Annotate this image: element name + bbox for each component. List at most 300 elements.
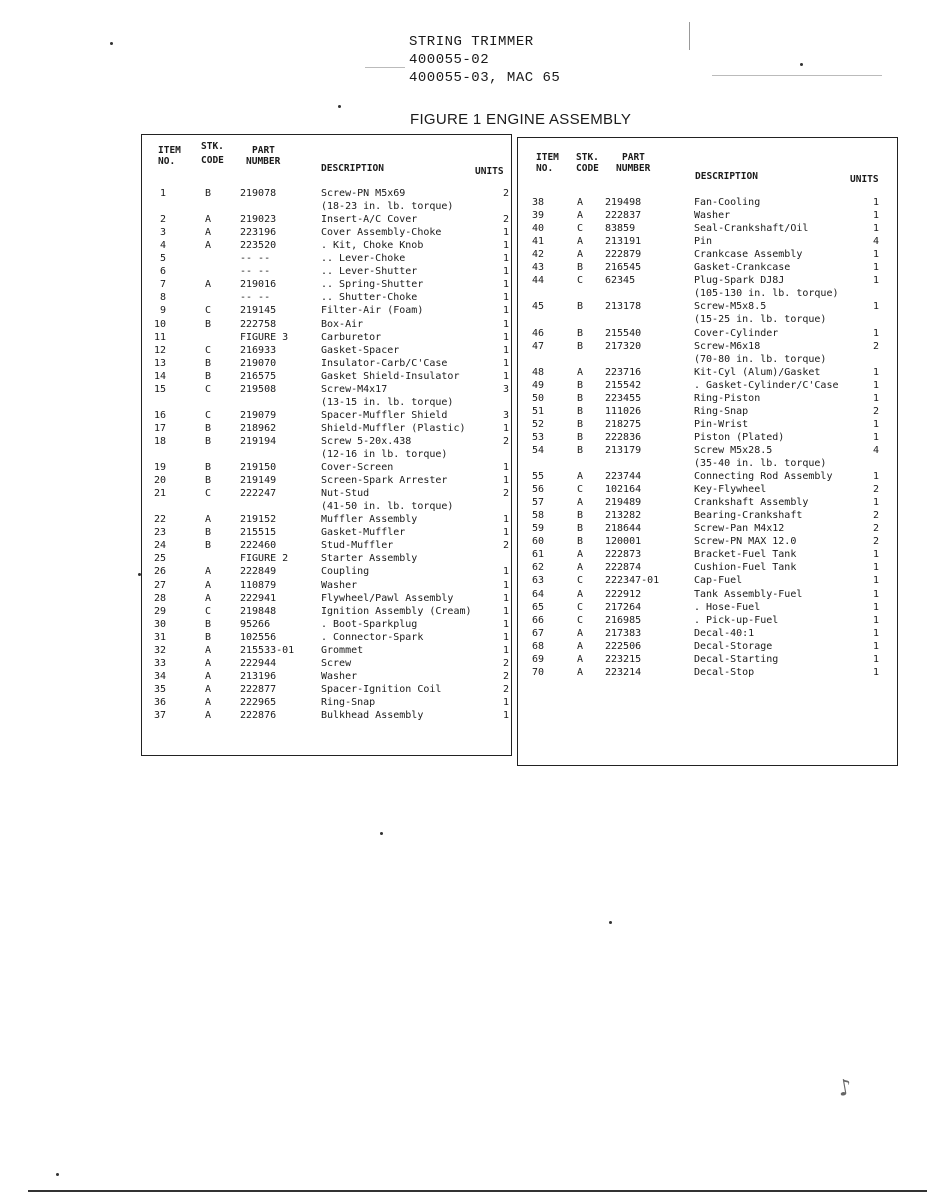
part-number: 213282: [605, 510, 642, 522]
stock-code: C: [576, 601, 584, 613]
table-row: [518, 470, 897, 483]
table-row: [518, 522, 897, 535]
table-row: [142, 526, 511, 539]
item-number: 64: [531, 588, 544, 600]
item-number: 55: [531, 471, 544, 483]
table-row: [142, 370, 511, 383]
stock-code: C: [576, 575, 584, 587]
part-description: . Hose-Fuel: [694, 601, 761, 613]
part-number: 218275: [605, 418, 642, 430]
unit-count: 1: [872, 471, 880, 483]
unit-count: 4: [872, 444, 880, 456]
table-row: [518, 653, 897, 666]
table-row: [142, 383, 511, 396]
stock-code: B: [204, 370, 212, 382]
part-number: 217264: [605, 601, 642, 613]
part-number: 219149: [240, 475, 277, 487]
part-number: 219145: [240, 305, 277, 317]
table-row: [518, 392, 897, 405]
part-description: Screw-PN MAX 12.0: [694, 536, 797, 548]
part-description: Nut-Stud: [321, 488, 370, 500]
stock-code: C: [204, 409, 212, 421]
part-description: Insulator-Carb/C'Case: [321, 357, 448, 369]
table-row: [518, 666, 897, 679]
unit-count: 1: [502, 318, 510, 330]
part-number: 222874: [605, 562, 642, 574]
table-row: [142, 344, 511, 357]
table-row: [142, 683, 511, 696]
item-number: 58: [531, 510, 544, 522]
part-description: Plug-Spark DJ8J: [694, 275, 785, 287]
table-row: [142, 357, 511, 370]
figure-title: FIGURE 1 ENGINE ASSEMBLY: [410, 111, 632, 128]
table-row: [142, 709, 511, 722]
unit-count: 1: [872, 301, 880, 313]
model-number-1: 400055-02: [409, 52, 490, 68]
table-row: [518, 327, 897, 340]
part-description: Crankcase Assembly: [694, 249, 803, 261]
part-number: 222912: [605, 588, 642, 600]
unit-count: 1: [872, 601, 880, 613]
item-number: 14: [153, 370, 166, 382]
table-row: [518, 496, 897, 509]
unit-count: 2: [502, 488, 510, 500]
table-row: [142, 396, 511, 409]
table-row: [518, 509, 897, 522]
part-description: Crankshaft Assembly: [694, 497, 809, 509]
part-description: Coupling: [321, 566, 370, 578]
stock-code: A: [576, 588, 584, 600]
part-description: . Boot-Sparkplug: [321, 618, 418, 630]
part-description: (105-130 in. lb. torque): [694, 288, 839, 300]
part-description: Decal-Storage: [694, 640, 773, 652]
stock-code: B: [576, 392, 584, 404]
item-number: 40: [531, 223, 544, 235]
stock-code: A: [576, 627, 584, 639]
table-row: [518, 287, 897, 300]
part-number: 223214: [605, 666, 642, 678]
col-header-part: PART NUMBER: [246, 145, 281, 167]
table-row: [518, 209, 897, 222]
table-row: [518, 274, 897, 287]
part-description: Kit-Cyl (Alum)/Gasket: [694, 366, 821, 378]
item-number: 31: [153, 631, 166, 643]
stock-code: A: [204, 683, 212, 695]
part-number: 219016: [240, 279, 277, 291]
item-number: 53: [531, 431, 544, 443]
col-header-code: STK. CODE: [576, 152, 599, 174]
item-number: 23: [153, 527, 166, 539]
unit-count: 1: [872, 327, 880, 339]
unit-count: 4: [872, 236, 880, 248]
part-number: 223455: [605, 392, 642, 404]
table-row: [142, 409, 511, 422]
stock-code: A: [204, 579, 212, 591]
unit-count: 1: [872, 392, 880, 404]
item-number: 22: [153, 514, 166, 526]
item-number: 30: [153, 618, 166, 630]
part-number: 222758: [240, 318, 277, 330]
item-number: 9: [159, 305, 166, 317]
unit-count: 1: [872, 262, 880, 274]
part-number: -- --: [240, 292, 271, 304]
stock-code: A: [204, 227, 212, 239]
part-number: 219079: [240, 409, 277, 421]
item-number: 41: [531, 236, 544, 248]
unit-count: 2: [872, 405, 880, 417]
unit-count: 1: [502, 475, 510, 487]
part-description: . Gasket-Cylinder/C'Case: [694, 379, 839, 391]
item-number: 56: [531, 484, 544, 496]
item-number: 2: [159, 214, 166, 226]
part-description: Insert-A/C Cover: [321, 214, 418, 226]
stock-code: A: [576, 549, 584, 561]
model-number-2: 400055-03, MAC 65: [409, 70, 561, 86]
item-number: 1: [159, 188, 166, 199]
part-description: Tank Assembly-Fuel: [694, 588, 803, 600]
stock-code: B: [576, 379, 584, 391]
part-number: 222879: [605, 249, 642, 261]
part-description: Screw 5-20x.438: [321, 435, 412, 447]
col-header-item: ITEM NO.: [158, 145, 181, 167]
part-description: .. Lever-Shutter: [321, 266, 418, 278]
part-description: Fan-Cooling: [694, 197, 761, 208]
part-description: Screw-PN M5x69: [321, 188, 406, 199]
part-description: (13-15 in. lb. torque): [321, 396, 454, 408]
table-row: [518, 353, 897, 366]
item-number: 59: [531, 523, 544, 535]
stock-code: A: [204, 592, 212, 604]
stock-code: A: [576, 210, 584, 222]
part-description: Seal-Crankshaft/Oil: [694, 223, 809, 235]
unit-count: 1: [502, 566, 510, 578]
table-row: [518, 627, 897, 640]
part-number: 102556: [240, 631, 277, 643]
table-row: [142, 304, 511, 317]
part-number: 215533-01: [240, 644, 295, 656]
part-description: Starter Assembly: [321, 553, 418, 565]
part-number: 222944: [240, 657, 277, 669]
part-number: 216933: [240, 344, 277, 356]
item-number: 38: [531, 197, 544, 208]
table-row: [142, 461, 511, 474]
part-description: Key-Flywheel: [694, 484, 767, 496]
stock-code: C: [576, 614, 584, 626]
part-description: Gasket-Muffler: [321, 527, 406, 539]
stock-code: A: [576, 562, 584, 574]
table-row: [142, 696, 511, 709]
part-description: Piston (Plated): [694, 431, 785, 443]
parts-table-right: [517, 137, 898, 766]
part-description: Connecting Rod Assembly: [694, 471, 833, 483]
part-description: Washer: [321, 579, 358, 591]
item-number: 45: [531, 301, 544, 313]
scan-mark: [689, 22, 690, 50]
table-row: [518, 601, 897, 614]
stock-code: B: [204, 618, 212, 630]
item-number: 57: [531, 497, 544, 509]
part-description: Grommet: [321, 644, 364, 656]
item-number: 5: [159, 253, 166, 265]
parts-table-left: [141, 134, 512, 756]
part-description: Decal-Stop: [694, 666, 755, 678]
part-description: Spacer-Muffler Shield: [321, 409, 448, 421]
part-description: Gasket-Crankcase: [694, 262, 791, 274]
part-description: (35-40 in. lb. torque): [694, 458, 827, 469]
item-number: 70: [531, 666, 544, 678]
part-number: 213179: [605, 444, 642, 456]
item-number: 48: [531, 366, 544, 378]
item-number: 27: [153, 579, 166, 591]
unit-count: 2: [872, 536, 880, 548]
item-number: 32: [153, 644, 166, 656]
part-description: Cushion-Fuel Tank: [694, 562, 797, 574]
item-number: 43: [531, 262, 544, 274]
part-description: (12-16 in lb. torque): [321, 449, 448, 460]
stock-code: A: [576, 471, 584, 483]
stock-code: B: [204, 188, 212, 199]
part-description: Muffler Assembly: [321, 514, 418, 526]
stock-code: B: [204, 631, 212, 643]
stock-code: B: [576, 262, 584, 274]
part-number: 222876: [240, 710, 277, 721]
item-number: 52: [531, 418, 544, 430]
item-number: 25: [153, 553, 166, 565]
stock-code: A: [204, 644, 212, 656]
part-number: 95266: [240, 618, 271, 630]
part-number: 111026: [605, 405, 642, 417]
unit-count: 1: [502, 227, 510, 239]
unit-count: 1: [872, 210, 880, 222]
part-number: 120001: [605, 536, 642, 548]
stock-code: A: [204, 566, 212, 578]
part-description: (18-23 in. lb. torque): [321, 201, 454, 213]
stock-code: A: [204, 670, 212, 682]
item-number: 6: [159, 266, 166, 278]
item-number: 3: [159, 227, 166, 239]
part-description: Ignition Assembly (Cream): [321, 605, 472, 617]
part-number: 222941: [240, 592, 277, 604]
item-number: 7: [159, 279, 166, 291]
unit-count: 1: [872, 275, 880, 287]
unit-count: 1: [502, 462, 510, 474]
item-number: 42: [531, 249, 544, 261]
part-description: Screw-M6x18: [694, 340, 761, 352]
stock-code: B: [204, 435, 212, 447]
stock-code: B: [576, 405, 584, 417]
part-description: Cover-Cylinder: [694, 327, 779, 339]
item-number: 54: [531, 444, 544, 456]
item-number: 69: [531, 653, 544, 665]
unit-count: 1: [502, 592, 510, 604]
item-number: 68: [531, 640, 544, 652]
unit-count: 2: [502, 670, 510, 682]
stock-code: B: [576, 510, 584, 522]
table-row: [518, 640, 897, 653]
stock-code: C: [576, 275, 584, 287]
scan-speck: [800, 63, 803, 66]
stock-code: A: [204, 657, 212, 669]
unit-count: 1: [872, 614, 880, 626]
table-row: [142, 565, 511, 578]
table-row: [518, 418, 897, 431]
table-row: [142, 618, 511, 631]
stock-code: B: [576, 418, 584, 430]
table-row: [518, 535, 897, 548]
scan-speck: [110, 42, 113, 45]
item-number: 11: [153, 331, 166, 343]
unit-count: 1: [872, 640, 880, 652]
table-row: [142, 331, 511, 344]
part-number: 222347-01: [605, 575, 660, 587]
unit-count: 1: [502, 331, 510, 343]
part-number: 218962: [240, 422, 277, 434]
item-number: 47: [531, 340, 544, 352]
unit-count: 2: [872, 484, 880, 496]
part-description: Screw M5x28.5: [694, 444, 773, 456]
part-number: 219150: [240, 462, 277, 474]
stock-code: C: [204, 344, 212, 356]
item-number: 24: [153, 540, 166, 552]
item-number: 65: [531, 601, 544, 613]
part-number: 223744: [605, 471, 642, 483]
part-description: Screw-Pan M4x12: [694, 523, 785, 535]
part-description: Spacer-Ignition Coil: [321, 683, 442, 695]
part-description: Bracket-Fuel Tank: [694, 549, 797, 561]
table-row: [518, 431, 897, 444]
part-description: Screw-M4x17: [321, 383, 388, 395]
part-number: 217320: [605, 340, 642, 352]
unit-count: 2: [502, 683, 510, 695]
col-header-units: UNITS: [475, 166, 504, 177]
part-number: 219078: [240, 188, 277, 199]
table-row: [142, 579, 511, 592]
table-row: [142, 226, 511, 239]
part-description: Flywheel/Pawl Assembly: [321, 592, 454, 604]
stock-code: B: [576, 523, 584, 535]
stock-code: C: [204, 605, 212, 617]
unit-count: 1: [502, 631, 510, 643]
unit-count: 1: [502, 240, 510, 252]
part-description: .. Lever-Choke: [321, 253, 406, 265]
unit-count: 1: [502, 422, 510, 434]
unit-count: 1: [502, 292, 510, 304]
part-description: Cover Assembly-Choke: [321, 227, 442, 239]
table-row: [142, 605, 511, 618]
table-row: [142, 552, 511, 565]
part-number: 222836: [605, 431, 642, 443]
stock-code: B: [576, 327, 584, 339]
unit-count: 1: [872, 627, 880, 639]
table-row: [518, 340, 897, 353]
part-number: 223520: [240, 240, 277, 252]
table-row: [142, 592, 511, 605]
table-row: [142, 631, 511, 644]
part-number: 222247: [240, 488, 277, 500]
unit-count: 1: [872, 379, 880, 391]
stock-code: B: [576, 536, 584, 548]
unit-count: 1: [502, 710, 510, 721]
part-number: -- --: [240, 266, 271, 278]
part-number: 110879: [240, 579, 277, 591]
stock-code: A: [576, 197, 584, 208]
col-header-part: PART NUMBER: [616, 152, 651, 174]
unit-count: 1: [872, 653, 880, 665]
unit-count: 2: [502, 214, 510, 226]
part-description: Stud-Muffler: [321, 540, 394, 552]
part-number: -- --: [240, 253, 271, 265]
part-description: .. Spring-Shutter: [321, 279, 424, 291]
part-number: 219498: [605, 197, 642, 208]
page-rule: [28, 1190, 927, 1192]
table-row: [518, 614, 897, 627]
part-number: 218644: [605, 523, 642, 535]
table-row: [518, 574, 897, 587]
stock-code: A: [204, 279, 212, 291]
part-number: 222849: [240, 566, 277, 578]
part-number: 83859: [605, 223, 636, 235]
part-number: 222873: [605, 549, 642, 561]
unit-count: 1: [502, 253, 510, 265]
unit-count: 2: [502, 540, 510, 552]
unit-count: 2: [502, 188, 510, 199]
col-header-description: DESCRIPTION: [321, 163, 384, 174]
col-header-code: STK. CODE: [201, 141, 224, 166]
item-number: 51: [531, 405, 544, 417]
unit-count: 1: [502, 696, 510, 708]
unit-count: 2: [502, 435, 510, 447]
stock-code: A: [576, 366, 584, 378]
unit-count: 1: [502, 644, 510, 656]
part-number: 213196: [240, 670, 277, 682]
table-row: [518, 561, 897, 574]
part-description: Pin-Wrist: [694, 418, 749, 430]
part-number: 223196: [240, 227, 277, 239]
item-number: 66: [531, 614, 544, 626]
part-number: FIGURE 2: [240, 553, 289, 565]
unit-count: 1: [502, 266, 510, 278]
table-row: [518, 548, 897, 561]
stock-code: B: [204, 318, 212, 330]
col-header-item: ITEM NO.: [536, 152, 559, 174]
stock-code: C: [576, 484, 584, 496]
table-row: [518, 588, 897, 601]
part-description: Carburetor: [321, 331, 382, 343]
item-number: 39: [531, 210, 544, 222]
part-description: Screen-Spark Arrester: [321, 475, 448, 487]
stock-code: B: [576, 431, 584, 443]
part-description: Ring-Snap: [321, 696, 376, 708]
unit-count: 1: [872, 366, 880, 378]
table-row: [142, 657, 511, 670]
part-number: 216545: [605, 262, 642, 274]
part-number: 216575: [240, 370, 277, 382]
part-number: 222965: [240, 696, 277, 708]
table-row: [142, 318, 511, 331]
part-description: (70-80 in. lb. torque): [694, 353, 827, 365]
stock-code: B: [204, 357, 212, 369]
unit-count: 1: [872, 197, 880, 208]
table-row: [142, 670, 511, 683]
table-row: [142, 539, 511, 552]
table-row: [518, 222, 897, 235]
part-description: Pin: [694, 236, 713, 248]
table-row: [142, 500, 511, 513]
part-number: 219489: [605, 497, 642, 509]
table-row: [142, 513, 511, 526]
part-description: Washer: [694, 210, 731, 222]
part-number: 102164: [605, 484, 642, 496]
